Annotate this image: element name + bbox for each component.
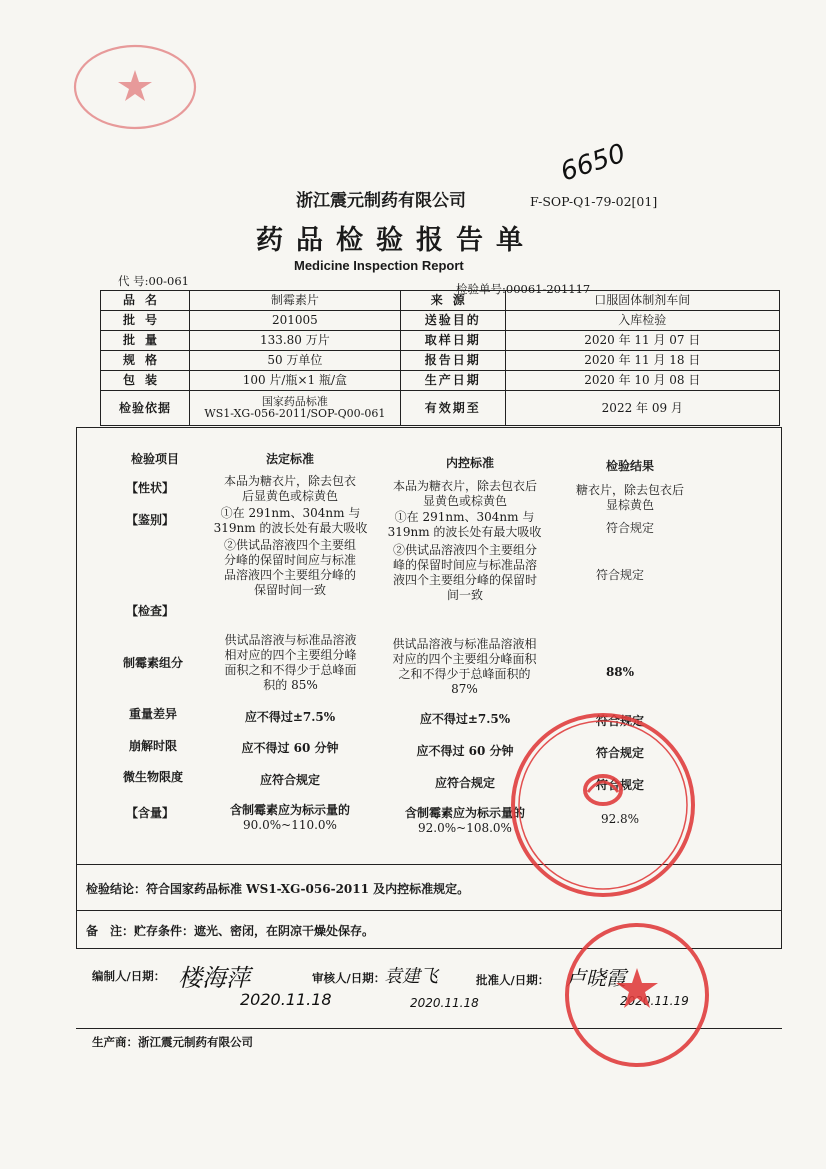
info-row: 规格 50 万单位 报告日期 2020 年 11 月 18 日 (101, 351, 780, 371)
microbial-internal: 应符合规定 (434, 776, 495, 790)
col-header-legal: 法定标准 (265, 452, 314, 466)
info-row: 包装 100 片/瓶×1 瓶/盒 生产日期 2020 年 10 月 08 日 (101, 371, 780, 391)
reviewer-date: 2020.11.18 (410, 996, 479, 1010)
identification-legal-1: ①在 291nm、304nm 与 319nm 的波长处有最大吸收 (213, 506, 368, 535)
info-row: 品名 制霉素片 来源 口服固体制剂车间 (101, 291, 780, 311)
nystatin-legal: 供试品溶液与标准品溶液 相对应的四个主要组分峰 面积之和不得少于总峰面 积的 85% (224, 633, 357, 692)
row-label-disintegration: 崩解时限 (128, 739, 177, 753)
identification-legal-2: ②供试品溶液四个主要组 分峰的保留时间应与标准 品溶液四个主要组分峰的 保留时间一致 (223, 538, 356, 597)
disintegration-legal: 应不得过 60 分钟 (241, 741, 339, 755)
remarks: 备 注：贮存条件：遮光、密闭，在阴凉干燥处保存。 (86, 924, 375, 938)
info-row: 批量 133.80 万片 取样日期 2020 年 11 月 07 日 (101, 331, 780, 351)
row-label-microbial: 微生物限度 (122, 770, 183, 784)
report-number-field: 检验单号:00061-201117 (456, 282, 591, 296)
col-header-result: 检验结果 (605, 459, 654, 473)
info-row: 批号 201005 送验目的 入库检验 (101, 311, 780, 331)
page-subtitle: Medicine Inspection Report (294, 258, 464, 273)
top-left-stamp (70, 42, 200, 132)
weight-result: 符合规定 (595, 714, 644, 728)
conclusion: 检验结论：符合国家药品标准 WS1-XG-056-2011 及内控标准规定。 (86, 882, 470, 896)
assay-legal: 含制霉素应为标示量的 90.0%~110.0% (229, 803, 350, 832)
character-internal: 本品为糖衣片，除去包衣后 显黄色或棕黄色 (392, 479, 537, 508)
compiler-date: 2020.11.18 (240, 990, 332, 1009)
company-name: 浙江震元制药有限公司 (296, 191, 466, 211)
row-label-character: 【性状】 (125, 481, 174, 495)
identification-internal-2: ②供试品溶液四个主要组分 峰的保留时间应与标准品溶 液四个主要组分峰的保留时 间一致 (392, 543, 537, 602)
form-code: F-SOP-Q1-79-02[01] (530, 194, 658, 209)
reviewer-signature: 袁建飞 (384, 966, 438, 987)
microbial-legal: 应符合规定 (259, 773, 320, 787)
weight-internal: 应不得过±7.5% (419, 712, 511, 726)
character-legal: 本品为糖衣片，除去包衣 后显黄色或棕黄色 (223, 474, 356, 503)
row-label-identification: 【鉴别】 (125, 513, 174, 527)
disintegration-internal: 应不得过 60 分钟 (416, 744, 514, 758)
inspection-stamp (562, 920, 712, 1070)
compiler-label: 编制人/日期： (92, 969, 166, 983)
info-row: 检验依据 国家药品标准 WS1-XG-056-2011/SOP-Q00-061 有效期至 2022 年 09 月 (101, 391, 780, 426)
compiler-signature: 楼海萍 (178, 964, 250, 992)
nystatin-internal: 供试品溶液与标准品溶液相 对应的四个主要组分峰面积 之和不得少于总峰面积的 87% (392, 637, 537, 696)
page-title: 药品检验报告单 (256, 225, 536, 256)
col-header-item: 检验项目 (130, 452, 179, 466)
handwritten-mark: 6650 (556, 138, 630, 188)
row-label-weight: 重量差异 (128, 707, 177, 721)
character-result: 糖衣片，除去包衣后 显棕黄色 (575, 483, 684, 512)
assay-result: 92.8% (600, 812, 640, 826)
quality-management-stamp (508, 710, 698, 900)
approver-date: 2020.11.19 (620, 994, 689, 1008)
info-table (100, 290, 780, 426)
col-header-internal: 内控标准 (445, 456, 494, 470)
approver-label: 批准人/日期： (476, 973, 550, 987)
row-label-assay: 【含量】 (125, 806, 174, 820)
identification-internal-1: ①在 291nm、304nm 与 319nm 的波长处有最大吸收 (387, 510, 542, 539)
row-label-nystatin: 制霉素组分 (122, 656, 183, 670)
row-label-check: 【检查】 (125, 604, 174, 618)
divider (76, 910, 782, 911)
manufacturer: 生产商：浙江震元制药有限公司 (92, 1035, 253, 1049)
reviewer-label: 审核人/日期： (312, 971, 386, 985)
nystatin-result: 88% (605, 665, 635, 679)
weight-legal: 应不得过±7.5% (244, 710, 336, 724)
code-field: 代 号:00-061 (118, 274, 190, 288)
assay-internal: 含制霉素应为标示量的 92.0%~108.0% (404, 806, 525, 835)
microbial-result: 符合规定 (595, 778, 644, 792)
identification-result-1: 符合规定 (605, 521, 654, 535)
approver-signature: 卢晓霞 (566, 966, 626, 990)
disintegration-result: 符合规定 (595, 746, 644, 760)
identification-result-2: 符合规定 (595, 568, 644, 582)
